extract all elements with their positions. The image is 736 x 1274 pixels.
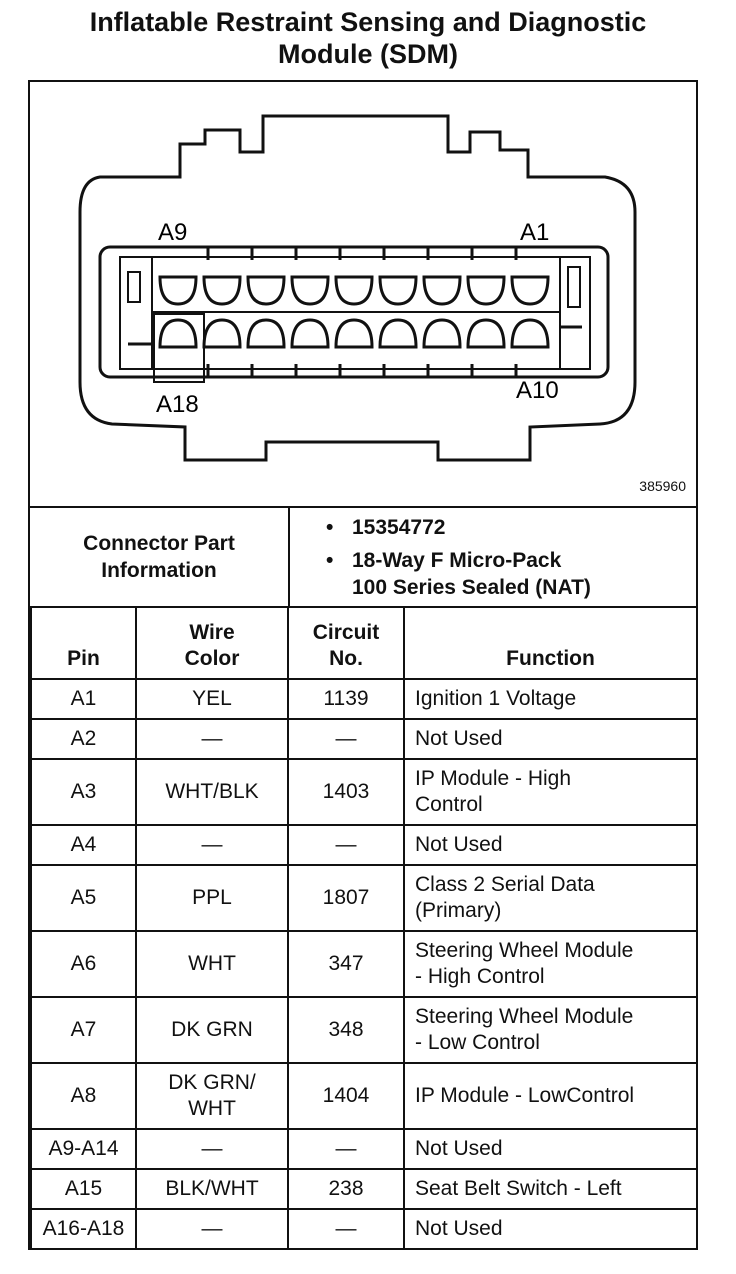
wire-cell: DK GRN xyxy=(136,997,288,1063)
wire-cell: WHT xyxy=(136,931,288,997)
pin-cell: A6 xyxy=(31,931,136,997)
connector-diagram xyxy=(30,82,696,506)
wire-line-2: WHT xyxy=(188,1097,236,1120)
circuit-cell: 348 xyxy=(288,997,404,1063)
pin-cell: A2 xyxy=(31,719,136,759)
desc-line-2: 100 Series Sealed (NAT) xyxy=(352,576,591,599)
table-row xyxy=(31,1063,697,1129)
table-row xyxy=(31,679,697,719)
pin-cell: A4 xyxy=(31,825,136,865)
info-label-line-1: Connector Part xyxy=(83,532,235,555)
connector-info-list xyxy=(326,514,591,601)
label-a18: A18 xyxy=(156,391,199,418)
pin-cell: A3 xyxy=(31,759,136,825)
header-circuit xyxy=(288,607,404,679)
header-wire-color xyxy=(136,607,288,679)
table-row xyxy=(31,931,697,997)
function-cell: IP Module - LowControl xyxy=(404,1063,697,1129)
part-number: • 15354772 xyxy=(326,514,591,541)
wire-cell xyxy=(136,1063,288,1129)
function-cell: Not Used xyxy=(404,825,697,865)
function-line-2: (Primary) xyxy=(415,899,502,922)
function-line-1: Steering Wheel Module xyxy=(415,1005,634,1028)
connector-info xyxy=(30,506,696,606)
table-header-row xyxy=(31,607,697,679)
function-cell: Not Used xyxy=(404,1209,697,1249)
pin-cell: A16-A18 xyxy=(31,1209,136,1249)
right-latch xyxy=(568,267,580,307)
circuit-cell: 1807 xyxy=(288,865,404,931)
circuit-cell: 1139 xyxy=(288,679,404,719)
label-a9: A9 xyxy=(158,219,188,246)
wire-cell: WHT/BLK xyxy=(136,759,288,825)
function-line-1: IP Module - High xyxy=(415,767,572,790)
table-row xyxy=(31,1209,697,1249)
connector-description xyxy=(326,547,591,601)
function-cell: Not Used xyxy=(404,1129,697,1169)
circuit-cell: 238 xyxy=(288,1169,404,1209)
function-cell xyxy=(404,759,697,825)
circuit-cell: — xyxy=(288,1209,404,1249)
wire-cell: — xyxy=(136,1209,288,1249)
page-title xyxy=(0,6,736,70)
function-cell xyxy=(404,931,697,997)
function-line-2: - Low Control xyxy=(415,1031,540,1054)
function-cell xyxy=(404,865,697,931)
circuit-cell: 1403 xyxy=(288,759,404,825)
header-wire-line-1: Wire xyxy=(189,621,235,644)
function-cell: Not Used xyxy=(404,719,697,759)
connector-info-label xyxy=(30,508,290,606)
header-pin: Pin xyxy=(31,607,136,679)
circuit-cell: — xyxy=(288,719,404,759)
header-circuit-line-2: No. xyxy=(329,647,363,670)
table-row xyxy=(31,1169,697,1209)
table-row xyxy=(31,719,697,759)
figure-code: 385960 xyxy=(639,478,686,494)
circuit-cell: 347 xyxy=(288,931,404,997)
label-a10: A10 xyxy=(516,377,559,404)
wire-cell: BLK/WHT xyxy=(136,1169,288,1209)
pin-table xyxy=(30,606,698,1250)
header-function: Function xyxy=(404,607,697,679)
header-circuit-line-1: Circuit xyxy=(312,621,380,644)
circuit-cell: — xyxy=(288,1129,404,1169)
pin-cell: A5 xyxy=(31,865,136,931)
header-wire-line-2: Color xyxy=(184,647,240,670)
table-row xyxy=(31,759,697,825)
function-cell xyxy=(404,997,697,1063)
circuit-cell: — xyxy=(288,825,404,865)
wire-cell: — xyxy=(136,825,288,865)
function-line-2: Control xyxy=(415,793,483,816)
pin-cell: A15 xyxy=(31,1169,136,1209)
table-row xyxy=(31,825,697,865)
table-row xyxy=(31,997,697,1063)
left-latch xyxy=(128,272,140,302)
top-row-cavities xyxy=(160,277,548,304)
bottom-row-cavities xyxy=(160,320,548,347)
function-cell: Ignition 1 Voltage xyxy=(404,679,697,719)
title-line-2: Module (SDM) xyxy=(278,39,458,69)
wire-cell: YEL xyxy=(136,679,288,719)
function-cell: Seat Belt Switch - Left xyxy=(404,1169,697,1209)
pin-cell: A8 xyxy=(31,1063,136,1129)
wire-cell: — xyxy=(136,1129,288,1169)
pin-cell: A9-A14 xyxy=(31,1129,136,1169)
pin-cell: A7 xyxy=(31,997,136,1063)
info-label-line-2: Information xyxy=(101,559,217,582)
table-row xyxy=(31,1129,697,1169)
function-line-1: Steering Wheel Module xyxy=(415,939,634,962)
label-a1: A1 xyxy=(520,219,550,246)
wire-line-1: DK GRN/ xyxy=(168,1071,256,1094)
wire-cell: — xyxy=(136,719,288,759)
desc-line-1: • 18-Way F Micro-Pack xyxy=(352,549,562,572)
pin-cell: A1 xyxy=(31,679,136,719)
function-line-2: - High Control xyxy=(415,965,545,988)
wire-cell: PPL xyxy=(136,865,288,931)
function-line-1: Class 2 Serial Data xyxy=(415,873,595,896)
table-row xyxy=(31,865,697,931)
title-line-1: Inflatable Restraint Sensing and Diagnostic xyxy=(89,7,647,37)
circuit-cell: 1404 xyxy=(288,1063,404,1129)
